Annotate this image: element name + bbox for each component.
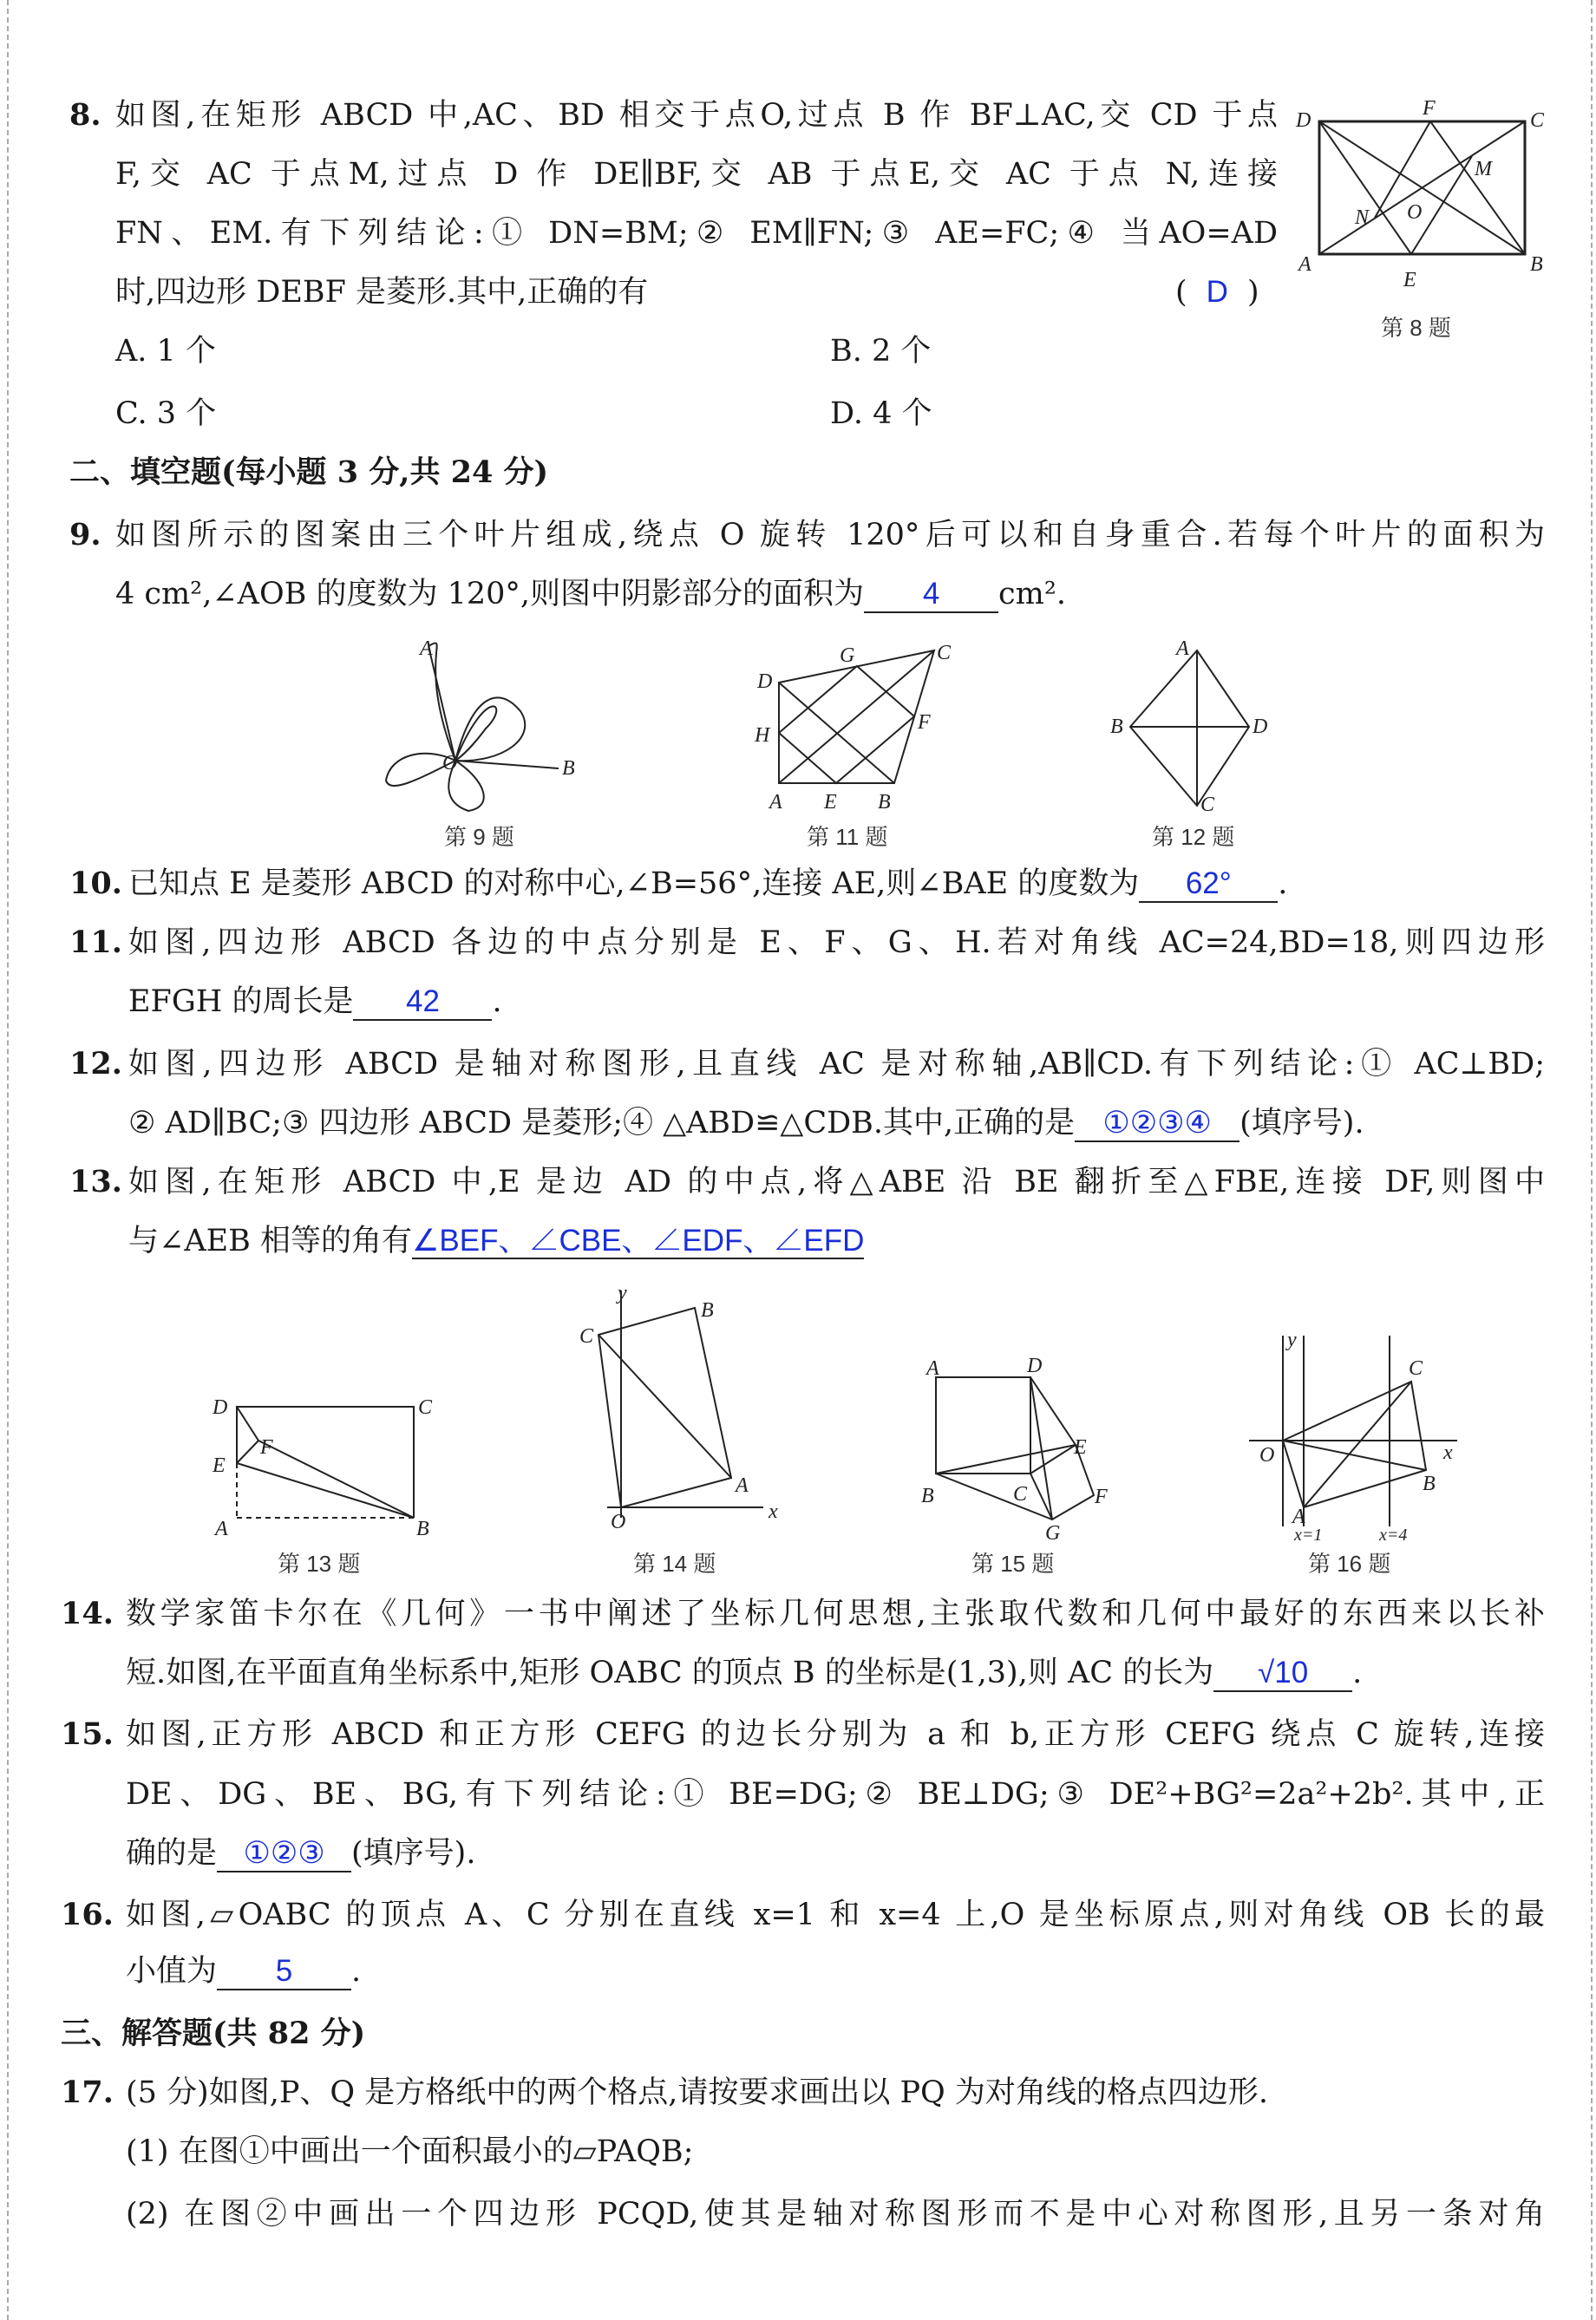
svg-text:B: B — [562, 757, 575, 780]
q11-number: 11. — [69, 925, 122, 960]
q16-line2 — [126, 1951, 361, 1991]
svg-text:x: x — [769, 1500, 778, 1523]
svg-text:C: C — [1013, 1483, 1028, 1506]
svg-text:A: A — [1176, 637, 1189, 660]
fill-hint: (填序号). — [351, 1836, 476, 1871]
q16-number: 16. — [61, 1897, 114, 1932]
svg-text:D: D — [1027, 1355, 1043, 1377]
q14-line2 — [126, 1653, 1362, 1693]
q8-option-b: B. 2 个 — [830, 334, 932, 369]
svg-text:C: C — [937, 642, 952, 664]
left-margin-line — [7, 0, 9, 2320]
q9-answer: 4 — [864, 577, 998, 613]
q17-line3: (2) 在图②中画出一个四边形 PCQD,使其是轴对称图形而不是中心对称图形,且另一条对角 — [126, 2197, 1545, 2232]
q8-answer-paren — [1175, 272, 1259, 312]
svg-text:A: A — [1298, 253, 1311, 276]
q11-answer: 42 — [353, 984, 492, 1021]
svg-text:D: D — [1253, 716, 1268, 738]
svg-text:A: A — [736, 1474, 749, 1497]
q10-answer: 62° — [1139, 866, 1278, 903]
svg-text:C: C — [1530, 109, 1545, 132]
q12-text: ② AD∥BC;③ 四边形 ABCD 是菱形;④ △ABD≌△CDB.其中,正确的是 — [128, 1106, 1076, 1140]
q8-option-c: C. 3 个 — [115, 396, 217, 431]
q9-unit: cm². — [998, 577, 1066, 611]
period: . — [492, 984, 502, 1019]
paren-left: ( — [1175, 275, 1187, 310]
svg-text:y: y — [618, 1282, 627, 1304]
q14-text: 短.如图,在平面直角坐标系中,矩形 OABC 的顶点 B 的坐标是(1,3),则 AC 的长为 — [126, 1656, 1214, 1690]
q15-line1: 如图,正方形 ABCD 和正方形 CEFG 的边长分别为 a 和 b,正方形 CEFG 绕点 C 旋转,连接 — [126, 1717, 1545, 1752]
svg-text:y: y — [1287, 1329, 1297, 1351]
q15-text: 确的是 — [126, 1836, 218, 1871]
q8-option-d: D. 4 个 — [830, 396, 932, 431]
q8-line3: FN、EM.有下列结论:① DN=BM;② EM∥FN;③ AE=FC;④ 当AO=AD — [115, 216, 1278, 251]
svg-text:D: D — [757, 670, 773, 693]
svg-text:x=4: x=4 — [1379, 1526, 1408, 1545]
fill-hint: (填序号). — [1240, 1106, 1364, 1140]
svg-text:C: C — [418, 1396, 433, 1419]
svg-text:B: B — [878, 791, 891, 814]
svg-text:F: F — [260, 1436, 273, 1459]
svg-text:O: O — [1259, 1444, 1275, 1467]
svg-text:O: O — [442, 752, 458, 774]
period: . — [1352, 1656, 1363, 1690]
q15-answer: ①②③ — [217, 1836, 351, 1872]
q14-answer: √10 — [1213, 1656, 1352, 1692]
svg-text:B: B — [921, 1485, 934, 1507]
svg-text:A: A — [1292, 1506, 1305, 1528]
svg-text:F: F — [1423, 97, 1436, 120]
svg-text:C: C — [1409, 1357, 1423, 1380]
q10-number: 10. — [69, 866, 122, 901]
q13-answer: ∠BEF、∠CBE、∠EDF、∠EFD — [412, 1224, 865, 1258]
q16-line1: 如图,▱OABC 的顶点 A、C 分别在直线 x=1 和 x=4 上,O 是坐标原点,则对角线 OB 长的最 — [126, 1898, 1545, 1932]
svg-text:C: C — [1200, 794, 1215, 816]
q14-line1: 数学家笛卡尔在《几何》一书中阐述了坐标几何思想,主张取代数和几何中最好的东西来以长补 — [126, 1597, 1545, 1631]
q15-number: 15. — [61, 1716, 114, 1752]
q10-line — [128, 864, 1287, 904]
svg-text:A: A — [215, 1518, 228, 1540]
svg-text:A: A — [769, 791, 782, 814]
period: . — [351, 1954, 362, 1989]
svg-text:x=1: x=1 — [1294, 1526, 1323, 1545]
q11-line2 — [128, 982, 502, 1022]
q12-line2 — [128, 1103, 1364, 1143]
svg-text:B: B — [701, 1299, 714, 1322]
q9-line1: 如图所示的图案由三个叶片组成,绕点 O 旋转 120°后可以和自身重合.若每个叶片的面积为 — [115, 518, 1545, 552]
right-margin-line — [1591, 0, 1593, 2320]
svg-text:E: E — [1403, 269, 1416, 291]
q8-option-a: A. 1 个 — [115, 334, 216, 369]
q12-line1: 如图,四边形 ABCD 是轴对称图形,且直线 AC 是对称轴,AB∥CD.有下列结论:① AC⊥BD; — [128, 1047, 1545, 1082]
q15-line2: DE、DG、BE、BG,有下列结论:① BE=DG;② BE⊥DG;③ DE²+BG²=2a²+2b².其中,正 — [126, 1777, 1545, 1812]
period: . — [1278, 866, 1288, 901]
q17-line1: (5 分)如图,P、Q 是方格纸中的两个格点,请按要求画出以 PQ 为对角线的格点四边形. — [126, 2075, 1268, 2110]
q13-line1: 如图,在矩形 ABCD 中,E 是边 AD 的中点,将△ABE 沿 BE 翻折至△FBE,连接 DF,则图中 — [128, 1165, 1545, 1199]
svg-text:E: E — [824, 791, 837, 814]
q8-number: 8. — [69, 97, 101, 133]
q9-line2 — [115, 574, 1066, 614]
section-2-heading: 二、填空题(每小题 3 分,共 24 分) — [69, 454, 549, 490]
q8-line2: F,交 AC 于点M,过点 D 作 DE∥BF,交 AB 于点E,交 AC 于点 N,连接 — [115, 157, 1278, 192]
svg-text:E: E — [213, 1454, 226, 1477]
svg-text:G: G — [840, 644, 855, 667]
svg-text:M: M — [1475, 158, 1492, 180]
svg-text:O: O — [611, 1511, 626, 1533]
q8-line1: 如图,在矩形 ABCD 中,AC、BD 相交于点O,过点 B 作 BF⊥AC,交 CD 于点 — [115, 98, 1278, 133]
svg-text:H: H — [755, 724, 770, 747]
figure-12-caption: 第 12 题 — [1152, 824, 1235, 850]
section-3-heading: 三、解答题(共 82 分) — [61, 2016, 366, 2051]
paren-right: ) — [1246, 275, 1259, 310]
q12-number: 12. — [69, 1046, 122, 1082]
svg-text:D: D — [1296, 109, 1311, 132]
figure-16-caption: 第 16 题 — [1308, 1551, 1391, 1577]
figure-8-caption: 第 8 题 — [1381, 315, 1451, 341]
svg-text:O: O — [1407, 201, 1423, 224]
svg-text:B: B — [1423, 1473, 1436, 1495]
figure-15-caption: 第 15 题 — [971, 1551, 1055, 1577]
q10-text: 已知点 E 是菱形 ABCD 的对称中心,∠B=56°,连接 AE,则∠BAE 的度数为 — [128, 866, 1140, 901]
svg-text:x: x — [1443, 1441, 1453, 1464]
figure-9-caption: 第 9 题 — [444, 824, 514, 850]
q17-number: 17. — [61, 2075, 114, 2110]
q9-number: 9. — [69, 517, 101, 552]
svg-text:C: C — [579, 1325, 594, 1348]
q11-line1: 如图,四边形 ABCD 各边的中点分别是 E、F、G、H.若对角线 AC=24,BD=18,则四边形 — [128, 925, 1545, 960]
svg-text:B: B — [1110, 716, 1123, 738]
svg-text:E: E — [1074, 1436, 1087, 1459]
q13-number: 13. — [69, 1164, 122, 1199]
svg-text:F: F — [1095, 1486, 1108, 1508]
q8-answer: D — [1206, 275, 1228, 309]
svg-text:D: D — [213, 1396, 228, 1419]
svg-text:G: G — [1045, 1522, 1061, 1545]
q9-text: 4 cm²,∠AOB 的度数为 120°,则图中阴影部分的面积为 — [115, 577, 865, 611]
q14-number: 14. — [61, 1596, 114, 1631]
q8-line4: 时,四边形 DEBF 是菱形.其中,正确的有 — [115, 275, 649, 310]
svg-text:A: A — [926, 1357, 939, 1380]
q12-answer: ①②③④ — [1075, 1106, 1240, 1142]
q13-line2 — [128, 1221, 864, 1261]
figure-11-caption: 第 11 题 — [807, 824, 888, 850]
q11-text: EFGH 的周长是 — [128, 984, 354, 1019]
q16-text: 小值为 — [126, 1954, 218, 1989]
svg-text:B: B — [416, 1518, 429, 1540]
figure-14-caption: 第 14 题 — [633, 1551, 716, 1577]
svg-text:N: N — [1355, 206, 1370, 229]
q13-text: 与∠AEB 相等的角有 — [128, 1224, 412, 1258]
q15-line3 — [126, 1833, 475, 1873]
svg-text:B: B — [1530, 253, 1543, 276]
q17-line2: (1) 在图①中画出一个面积最小的▱PAQB; — [126, 2134, 694, 2169]
figure-13-caption: 第 13 题 — [278, 1551, 361, 1577]
q16-answer: 5 — [217, 1954, 351, 1990]
svg-text:A: A — [420, 637, 433, 660]
svg-text:F: F — [918, 711, 931, 734]
